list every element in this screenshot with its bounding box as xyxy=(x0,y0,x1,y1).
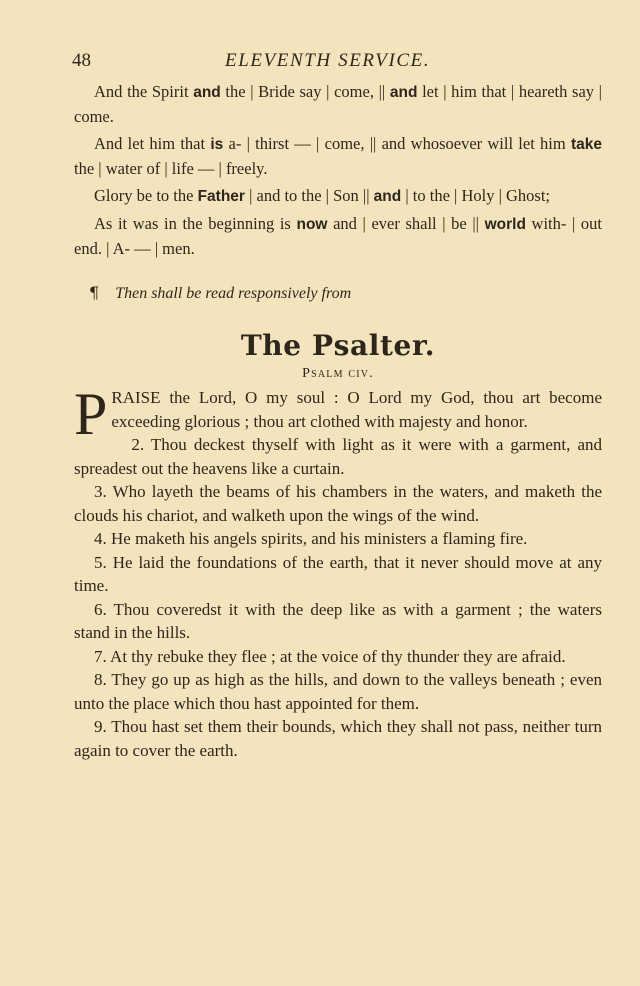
section-title: The Psalter. xyxy=(240,329,436,362)
chant-verse: And the Spirit and the | Bride say | come, || and let | him that | heareth say | come. xyxy=(74,82,602,126)
chant-verse: Glory be to the Father | and to the | Son || and | to the | Holy | Ghost; xyxy=(94,186,551,205)
drop-cap: P xyxy=(74,381,108,447)
page-header xyxy=(74,46,602,80)
chant-verse: And let him that is a- | thirst — | come, || and whosoever will let him take the | water of | life — | freely. xyxy=(74,134,602,178)
emphasized-word: is xyxy=(210,136,224,153)
pilcrow-icon: ¶ xyxy=(89,283,100,302)
chant-verse: As it was in the beginning is now and | ever shall | be || world with- | out end. | A- — | men. xyxy=(74,214,603,258)
emphasized-word: and xyxy=(389,84,418,101)
psalm-verse: 9. Thou hast set them their bounds, which they shall not pass, neither turn again to cover the earth. xyxy=(74,717,602,760)
emphasized-word: world xyxy=(484,216,526,233)
psalm-verse: 3. Who layeth the beams of his chambers in the waters, and maketh the clouds his chariot, and walketh upon the wings of the wind. xyxy=(74,482,602,525)
psalm-title: Psalm civ. xyxy=(302,366,374,381)
psalm-verse: 2. Thou deckest thyself with light as it were with a garment, and spreadest out the heavens like a curtain. xyxy=(74,435,602,478)
running-head: ELEVENTH SERVICE. xyxy=(225,50,431,71)
psalm-verse: 5. He laid the foundations of the earth, that it never should move at any time. xyxy=(74,552,602,595)
psalm-verse: 6. Thou coveredst it with the deep like as with a garment ; the waters stand in the hills. xyxy=(74,599,602,642)
emphasized-word: take xyxy=(570,136,602,153)
rubric xyxy=(89,283,602,303)
psalm-verse: 7. At thy rebuke they flee ; at the voice of thy thunder they are afraid. xyxy=(94,646,566,666)
psalm-verse: 8. They go up as high as the hills, and down to the valleys beneath ; even unto the place which thou hast appointed for them. xyxy=(74,670,602,713)
rubric-text: Then shall be read responsively from xyxy=(115,285,352,302)
psalm-verse-1-text: RAISE the Lord, O my soul : O Lord my God, thou art become exceeding glorious ; thou art clothed with majesty and honor. xyxy=(111,388,602,431)
psalm-text xyxy=(74,381,602,762)
chant-verses xyxy=(74,80,602,261)
psalm-verse-1 xyxy=(74,381,602,447)
emphasized-word: now xyxy=(296,216,328,233)
emphasized-word: and xyxy=(193,84,221,101)
emphasized-word: Father xyxy=(197,188,245,205)
page-number: 48 xyxy=(72,50,91,71)
emphasized-word: and xyxy=(373,188,402,205)
psalm-verse: 4. He maketh his angels spirits, and his ministers a flaming fire. xyxy=(94,529,528,548)
